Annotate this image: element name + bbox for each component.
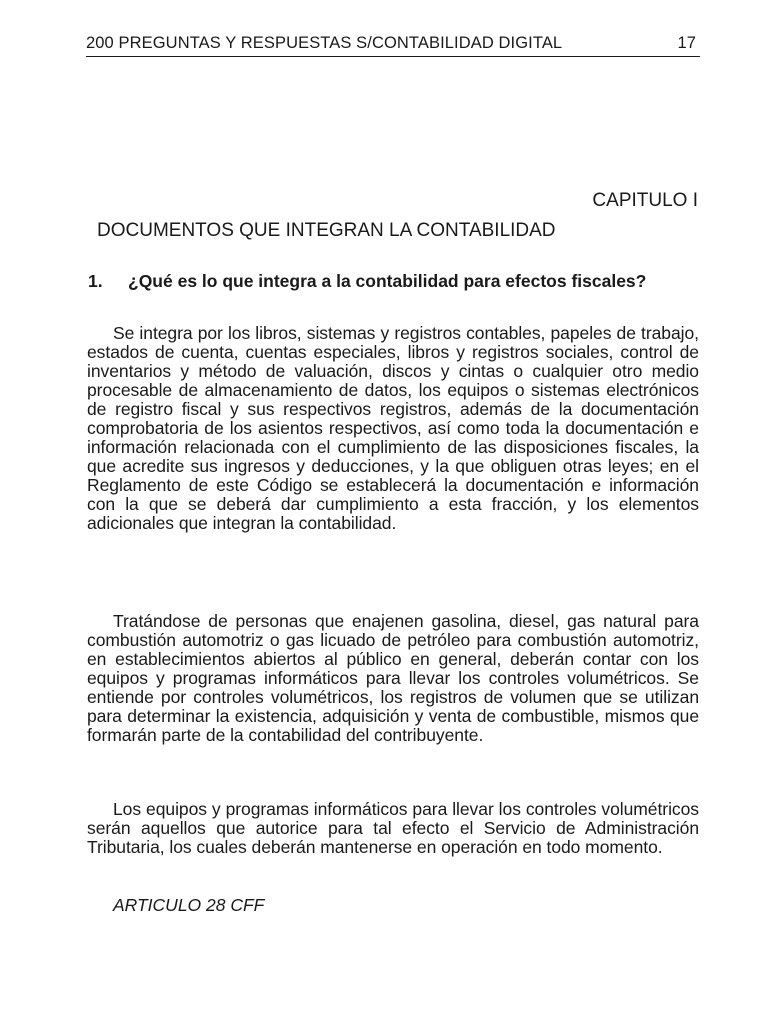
running-header (86, 34, 700, 57)
chapter-label: CAPITULO I (592, 190, 698, 211)
running-header-title: 200 PREGUNTAS Y RESPUESTAS S/CONTABILIDAD DIGITAL (86, 34, 563, 52)
answer-paragraph-3: Los equipos y programas informáticos para llevar los controles volumétricos serán aquellos que autorice para tal efecto el Servicio de Administración Tributaria, los cuales deberán mantenerse en operación en todo momento. (87, 799, 699, 857)
answer-paragraph-1: Se integra por los libros, sistemas y registros contables, papeles de trabajo, estados de cuenta, cuentas especiales, libros y registros sociales, control de inventarios y método de valuación, discos y cintas o cualquier otro medio procesable de almacenamiento de datos, los equipos o sistemas electrónicos de registro fiscal y sus respectivos registros, además de la documentación comprobatoria de los asientos respectivos, así como toda la documentación e información relacionada con el cumplimiento de las disposiciones fiscales, la que acredite sus ingresos y deducciones, y la que obliguen otras leyes; en el Reglamento de este Código se establecerá la documentación e información con la que se deberá dar cumplimiento a esta fracción, y los elementos adicionales que integran la contabilidad. (87, 323, 699, 533)
page-number: 17 (677, 34, 696, 52)
question-text: ¿Qué es lo que integra a la contabilidad para efectos fiscales? (128, 271, 647, 291)
question-number: 1. (88, 271, 103, 291)
answer-paragraph-2: Tratándose de personas que enajenen gasolina, diesel, gas natural para combustión automotriz o gas licuado de petróleo para combustión automotriz, en establecimientos abiertos al público en general, deberán contar con los equipos y programas informáticos para llevar los controles volumétricos. Se entiende por controles volumétricos, los registros de volumen que se utilizan para determinar la existencia, adquisición y venta de combustible, mismos que formarán parte de la contabilidad del contribuyente. (87, 611, 699, 745)
article-reference: ARTICULO 28 CFF (113, 895, 265, 915)
chapter-title: DOCUMENTOS QUE INTEGRAN LA CONTABILIDAD (97, 220, 556, 241)
question (88, 272, 700, 291)
